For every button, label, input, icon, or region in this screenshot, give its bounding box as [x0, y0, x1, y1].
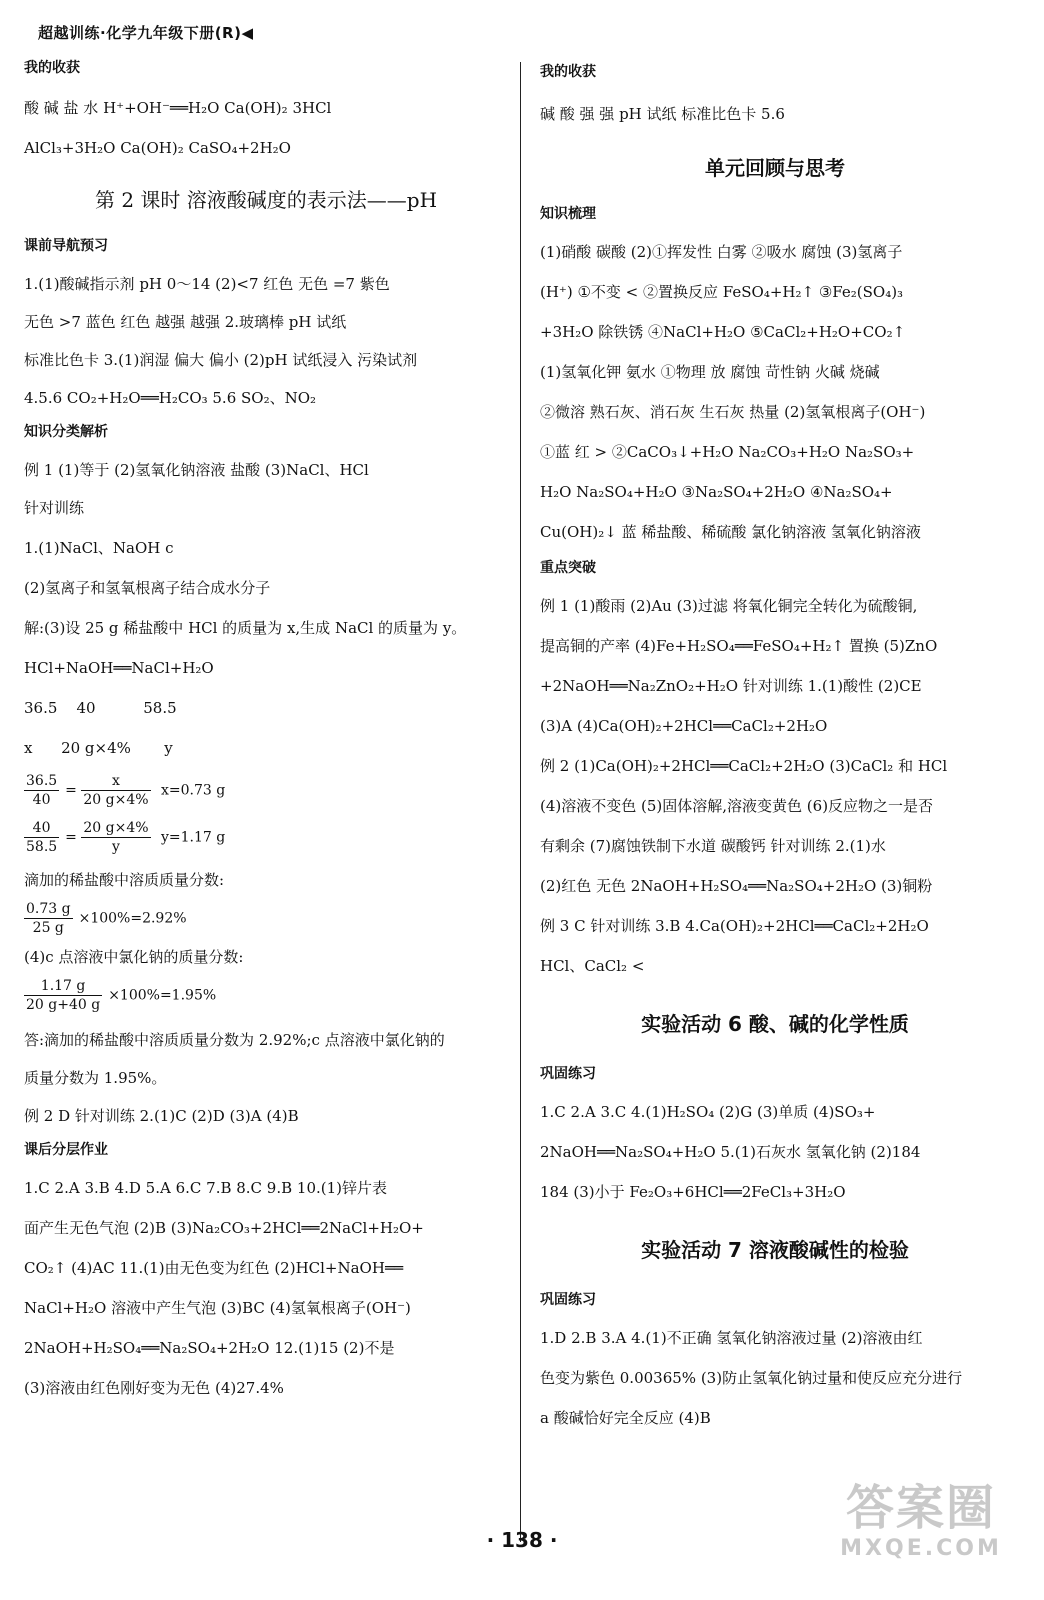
harvest-title-left: 我的收获 — [24, 60, 80, 76]
knowledge-line: (1)硝酸 碳酸 (2)①挥发性 白雾 ②吸水 腐蚀 (3)氢离子 — [540, 243, 903, 261]
harvest-line-right: 碱 酸 强 强 pH 试纸 标准比色卡 5.6 — [540, 105, 785, 123]
key-line: HCl、CaCl₂ < — [540, 957, 645, 975]
watermark-url: MXQE.COM — [840, 1536, 1002, 1561]
key-line: (2)红色 无色 2NaOH+H₂SO₄══Na₂SO₄+2H₂O (3)铜粉 — [540, 877, 933, 895]
knowledge-line: ①蓝 红 > ②CaCO₃↓+H₂O Na₂CO₃+H₂O Na₂SO₃+ — [540, 443, 915, 461]
key-line: 例 2 (1)Ca(OH)₂+2HCl══CaCl₂+2H₂O (3)CaCl₂ 和 HCl — [540, 757, 948, 775]
lesson-title: 第 2 课时 溶液酸碱度的表示法——pH — [94, 188, 438, 212]
harvest-line: AlCl₃+3H₂O Ca(OH)₂ CaSO₄+2H₂O — [24, 139, 291, 157]
equation-nacl-fraction: $\frac{1.17 g}{20 g+40 g}$ ×100%=1.95% — [26, 978, 217, 1013]
knowledge-line: (1)氢氧化钾 氨水 ①物理 放 腐蚀 苛性钠 火碱 烧碱 — [540, 363, 880, 381]
experiment-6-line: 1.C 2.A 3.C 4.(1)H₂SO₄ (2)G (3)单质 (4)SO₃+ — [540, 1103, 876, 1121]
knowledge-line: (H⁺) ①不变 < ②置换反应 FeSO₄+H₂↑ ③Fe₂(SO₄)₃ — [540, 283, 904, 301]
knowledge-line: ②微溶 熟石灰、消石灰 生石灰 热量 (2)氢氧根离子(OH⁻) — [540, 403, 926, 421]
key-line: 有剩余 (7)腐蚀铁制下水道 碳酸钙 针对训练 2.(1)水 — [540, 837, 886, 855]
mass-fraction-label: 滴加的稀盐酸中溶质质量分数: — [24, 871, 225, 889]
knowledge-title: 知识梳理 — [540, 206, 596, 222]
column-divider — [520, 62, 521, 1542]
right-column — [540, 50, 1010, 1428]
homework-line: NaCl+H₂O 溶液中产生气泡 (3)BC (4)氢氧根离子(OH⁻) — [24, 1299, 411, 1317]
knowledge-line: H₂O Na₂SO₄+H₂O ③Na₂SO₄+2H₂O ④Na₂SO₄+ — [540, 483, 893, 501]
unit-review-title: 单元回顾与思考 — [705, 156, 845, 180]
analysis-line: 针对训练 — [24, 499, 85, 517]
key-line: +2NaOH══Na₂ZnO₂+H₂O 针对训练 1.(1)酸性 (2)CE — [540, 677, 922, 695]
key-line: 例 3 C 针对训练 3.B 4.Ca(OH)₂+2HCl══CaCl₂+2H₂O — [540, 917, 929, 935]
c-point-label: (4)c 点溶液中氯化钠的质量分数: — [24, 948, 244, 966]
equation-y: $\frac{40}{58.5}$ = $\frac{20 g\times 4\%}{y}$ y=1.17 g — [26, 820, 226, 855]
preview-line: 4.5.6 CO₂+H₂O══H₂CO₃ 5.6 SO₂、NO₂ — [24, 389, 317, 407]
knowledge-line: Cu(OH)₂↓ 蓝 稀盐酸、稀硫酸 氯化钠溶液 氢氧化钠溶液 — [540, 523, 921, 541]
key-line: (4)溶液不变色 (5)固体溶解,溶液变黄色 (6)反应物之一是否 — [540, 797, 934, 815]
experiment-7-title: 实验活动 7 溶液酸碱性的检验 — [641, 1238, 909, 1262]
key-line: (3)A (4)Ca(OH)₂+2HCl══CaCl₂+2H₂O — [540, 717, 828, 735]
answer-line: 质量分数为 1.95%。 — [24, 1069, 167, 1087]
analysis-line: 36.5 40 58.5 — [24, 699, 177, 717]
page-number: · 138 · — [486, 1528, 558, 1552]
analysis-line: (2)氢离子和氢氧根离子结合成水分子 — [24, 579, 271, 597]
equation-hcl-fraction: $\frac{0.73 g}{25 g}$ ×100%=2.92% — [26, 901, 187, 936]
watermark-logo — [816, 1480, 1026, 1580]
knowledge-line: +3H₂O 除铁锈 ④NaCl+H₂O ⑤CaCl₂+H₂O+CO₂↑ — [540, 323, 906, 341]
preview-line: 1.(1)酸碱指示剂 pH 0～14 (2)<7 红色 无色 =7 紫色 — [24, 275, 390, 293]
key-points-title: 重点突破 — [540, 560, 596, 576]
experiment-6-subtitle: 巩固练习 — [540, 1066, 596, 1082]
homework-line: CO₂↑ (4)AC 11.(1)由无色变为红色 (2)HCl+NaOH══ — [24, 1259, 403, 1277]
analysis-line: HCl+NaOH══NaCl+H₂O — [24, 659, 214, 677]
homework-line: (3)溶液由红色刚好变为无色 (4)27.4% — [24, 1379, 284, 1397]
experiment-6-title: 实验活动 6 酸、碱的化学性质 — [641, 1012, 909, 1036]
analysis-line: 例 1 (1)等于 (2)氢氧化钠溶液 盐酸 (3)NaCl、HCl — [24, 461, 369, 479]
experiment-6-line: 2NaOH══Na₂SO₄+H₂O 5.(1)石灰水 氢氧化钠 (2)184 — [540, 1143, 921, 1161]
experiment-7-line: 1.D 2.B 3.A 4.(1)不正确 氢氧化钠溶液过量 (2)溶液由红 — [540, 1329, 923, 1347]
key-line: 例 1 (1)酸雨 (2)Au (3)过滤 将氧化铜完全转化为硫酸铜, — [540, 597, 918, 615]
analysis-line: 解:(3)设 25 g 稀盐酸中 HCl 的质量为 x,生成 NaCl 的质量为 y。 — [24, 619, 467, 637]
homework-line: 2NaOH+H₂SO₄══Na₂SO₄+2H₂O 12.(1)15 (2)不是 — [24, 1339, 395, 1357]
harvest-title-right: 我的收获 — [540, 64, 596, 80]
equation-x: $\frac{36.5}{40}$ = $\frac{x}{20 g\times 4\%}$ x=0.73 g — [26, 773, 226, 808]
answer-line: 例 2 D 针对训练 2.(1)C (2)D (3)A (4)B — [24, 1107, 299, 1125]
analysis-title: 知识分类解析 — [24, 424, 108, 440]
homework-line: 1.C 2.A 3.B 4.D 5.A 6.C 7.B 8.C 9.B 10.(1)锌片表 — [24, 1179, 388, 1197]
preview-line: 标准比色卡 3.(1)润湿 偏大 偏小 (2)pH 试纸浸入 污染试剂 — [24, 351, 418, 369]
preview-line: 无色 >7 蓝色 红色 越强 越强 2.玻璃棒 pH 试纸 — [24, 313, 347, 331]
analysis-line: x 20 g×4% y — [24, 739, 173, 757]
harvest-line: 酸 碱 盐 水 H⁺+OH⁻══H₂O Ca(OH)₂ 3HCl — [24, 99, 332, 117]
answer-line: 答:滴加的稀盐酸中溶质质量分数为 2.92%;c 点溶液中氯化钠的 — [24, 1031, 445, 1049]
watermark-text: 答案圈 — [845, 1480, 996, 1536]
experiment-7-line: 色变为紫色 0.00365% (3)防止氢氧化钠过量和使反应充分进行 — [540, 1369, 963, 1387]
analysis-line: 1.(1)NaCl、NaOH c — [24, 539, 174, 557]
key-line: 提高铜的产率 (4)Fe+H₂SO₄══FeSO₄+H₂↑ 置换 (5)ZnO — [540, 637, 938, 655]
left-column — [24, 50, 508, 1398]
experiment-6-line: 184 (3)小于 Fe₂O₃+6HCl══2FeCl₃+3H₂O — [540, 1183, 846, 1201]
homework-title: 课后分层作业 — [24, 1142, 108, 1158]
experiment-7-line: a 酸碱恰好完全反应 (4)B — [540, 1409, 711, 1427]
preview-title: 课前导航预习 — [24, 238, 108, 254]
experiment-7-subtitle: 巩固练习 — [540, 1292, 596, 1308]
homework-line: 面产生无色气泡 (2)B (3)Na₂CO₃+2HCl══2NaCl+H₂O+ — [24, 1219, 424, 1237]
book-header: 超越训练·化学九年级下册(R)◀ — [38, 24, 254, 42]
